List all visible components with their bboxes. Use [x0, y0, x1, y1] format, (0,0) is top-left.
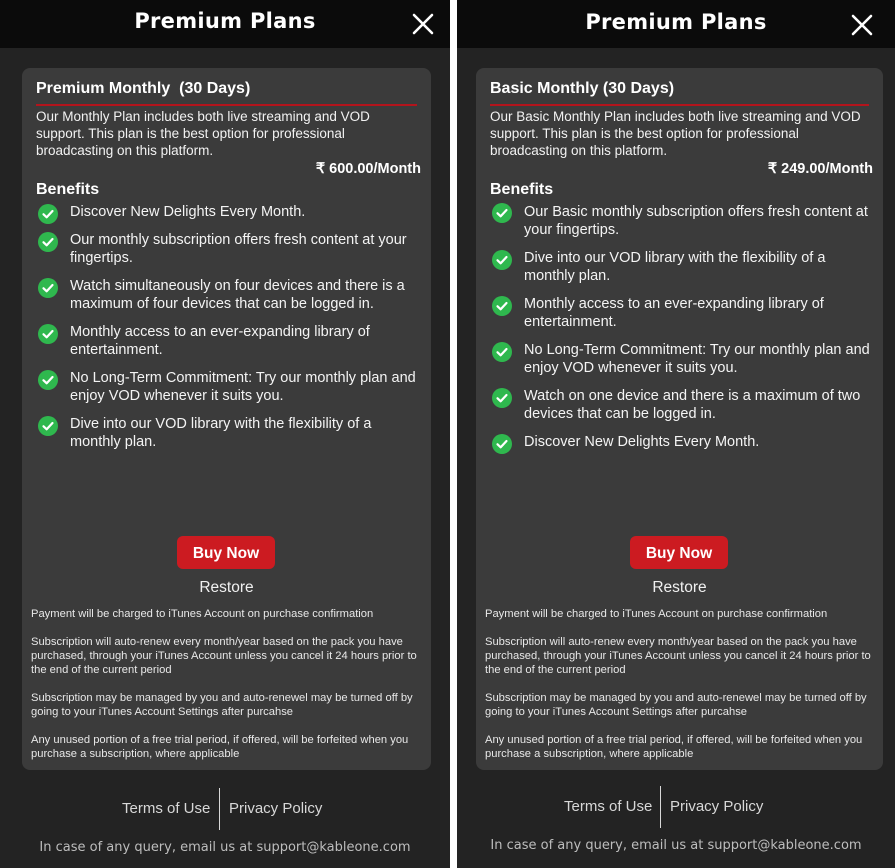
benefits-heading: Benefits — [490, 181, 554, 198]
check-circle-icon — [492, 250, 512, 270]
benefits-list — [490, 203, 871, 461]
check-circle-icon — [38, 232, 58, 252]
plan-card — [476, 68, 883, 770]
benefit-item — [490, 433, 871, 451]
plan-divider — [490, 104, 869, 106]
benefit-text: Discover New Delights Every Month. — [524, 434, 760, 450]
terms-paragraph: Payment will be charged to iTunes Account on purchase confirmation — [31, 608, 374, 620]
benefit-item — [490, 295, 871, 331]
footer-links — [0, 788, 450, 830]
benefit-text: Monthly access to an ever-expanding library of entertainment. — [524, 296, 824, 330]
plan-price: ₹ 249.00/Month — [767, 161, 873, 177]
terms-of-use-link[interactable]: Terms of Use — [122, 800, 211, 817]
benefit-item — [36, 369, 419, 405]
terms-paragraph: Subscription will auto-renew every month/year based on the pack you have purchased, through your iTunes Account unless you cancel it 24 hours prior to the end of the current period — [31, 636, 417, 676]
plan-name: Premium Monthly (30 Days) — [36, 80, 251, 97]
plan-description: Our Monthly Plan includes both live streaming and VOD support. This plan is the best option for professional broadcasting on this platform. — [36, 109, 370, 158]
benefit-item — [36, 231, 419, 267]
terms-of-use-link[interactable]: Terms of Use — [564, 798, 653, 815]
page-title: Premium Plans — [585, 10, 767, 34]
plan-card — [22, 68, 431, 770]
close-icon[interactable] — [409, 10, 437, 38]
benefit-item — [490, 387, 871, 423]
benefit-item — [490, 341, 871, 377]
header-bar — [457, 0, 895, 48]
benefit-text: Our monthly subscription offers fresh content at your fingertips. — [70, 232, 407, 266]
subscription-terms — [485, 607, 875, 775]
check-circle-icon — [492, 203, 512, 223]
plan-divider — [36, 104, 417, 106]
check-circle-icon — [38, 204, 58, 224]
benefit-text: Dive into our VOD library with the flexibility of a monthly plan. — [70, 416, 372, 450]
buy-now-button[interactable]: Buy Now — [630, 536, 728, 569]
buy-now-button[interactable]: Buy Now — [177, 536, 275, 569]
footer-links — [457, 786, 895, 828]
restore-link[interactable]: Restore — [199, 579, 254, 596]
benefits-list — [36, 203, 419, 461]
privacy-policy-link[interactable]: Privacy Policy — [229, 800, 323, 817]
check-circle-icon — [492, 342, 512, 362]
terms-paragraph: Any unused portion of a free trial period, if offered, will be forfeited when you purchase a subscription, where applicable — [485, 734, 863, 760]
benefit-item — [36, 203, 419, 221]
benefit-text: Dive into our VOD library with the flexibility of a monthly plan. — [524, 250, 826, 284]
terms-paragraph: Payment will be charged to iTunes Account on purchase confirmation — [485, 608, 828, 620]
contact-text: In case of any query, email us at support@kableone.com — [39, 840, 411, 855]
benefit-text: Watch simultaneously on four devices and there is a maximum of four devices that can be logged in. — [70, 278, 405, 312]
check-circle-icon — [492, 296, 512, 316]
page-title: Premium Plans — [134, 9, 316, 33]
contact-text: In case of any query, email us at support@kableone.com — [490, 838, 862, 853]
benefit-text: No Long-Term Commitment: Try our monthly plan and enjoy VOD whenever it suits you. — [524, 342, 870, 376]
benefit-item — [490, 249, 871, 285]
check-circle-icon — [492, 434, 512, 454]
benefit-text: Monthly access to an ever-expanding library of entertainment. — [70, 324, 370, 358]
check-circle-icon — [38, 324, 58, 344]
check-circle-icon — [38, 416, 58, 436]
plan-description: Our Basic Monthly Plan includes both live streaming and VOD support. This plan is the best option for professional broadcasting on this platform. — [490, 109, 861, 158]
plan-price: ₹ 600.00/Month — [315, 161, 421, 177]
footer-divider — [219, 788, 220, 830]
benefit-item — [490, 203, 871, 239]
check-circle-icon — [492, 388, 512, 408]
plan-name: Basic Monthly (30 Days) — [490, 80, 675, 97]
benefit-item — [36, 323, 419, 359]
benefit-item — [36, 415, 419, 451]
terms-paragraph: Subscription may be managed by you and auto-renewel may be turned off by going to your iTunes Account Settings after purcahse — [485, 692, 867, 718]
benefit-text: No Long-Term Commitment: Try our monthly plan and enjoy VOD whenever it suits you. — [70, 370, 416, 404]
check-circle-icon — [38, 370, 58, 390]
terms-paragraph: Subscription will auto-renew every month/year based on the pack you have purchased, through your iTunes Account unless you cancel it 24 hours prior to the end of the current period — [485, 636, 871, 676]
restore-link[interactable]: Restore — [652, 579, 707, 596]
privacy-policy-link[interactable]: Privacy Policy — [670, 798, 764, 815]
benefit-text: Discover New Delights Every Month. — [70, 204, 306, 220]
close-icon[interactable] — [848, 11, 876, 39]
benefit-item — [36, 277, 419, 313]
benefit-text: Watch on one device and there is a maximum of two devices that can be logged in. — [524, 388, 861, 422]
premium-plans-screen-right — [457, 0, 895, 868]
terms-paragraph: Any unused portion of a free trial period, if offered, will be forfeited when you purchase a subscription, where applicable — [31, 734, 409, 760]
check-circle-icon — [38, 278, 58, 298]
header-bar — [0, 0, 450, 48]
terms-paragraph: Subscription may be managed by you and auto-renewel may be turned off by going to your iTunes Account Settings after purcahse — [31, 692, 413, 718]
benefit-text: Our Basic monthly subscription offers fresh content at your fingertips. — [524, 204, 868, 238]
benefits-heading: Benefits — [36, 181, 100, 198]
subscription-terms — [31, 607, 423, 775]
footer-divider — [660, 786, 661, 828]
